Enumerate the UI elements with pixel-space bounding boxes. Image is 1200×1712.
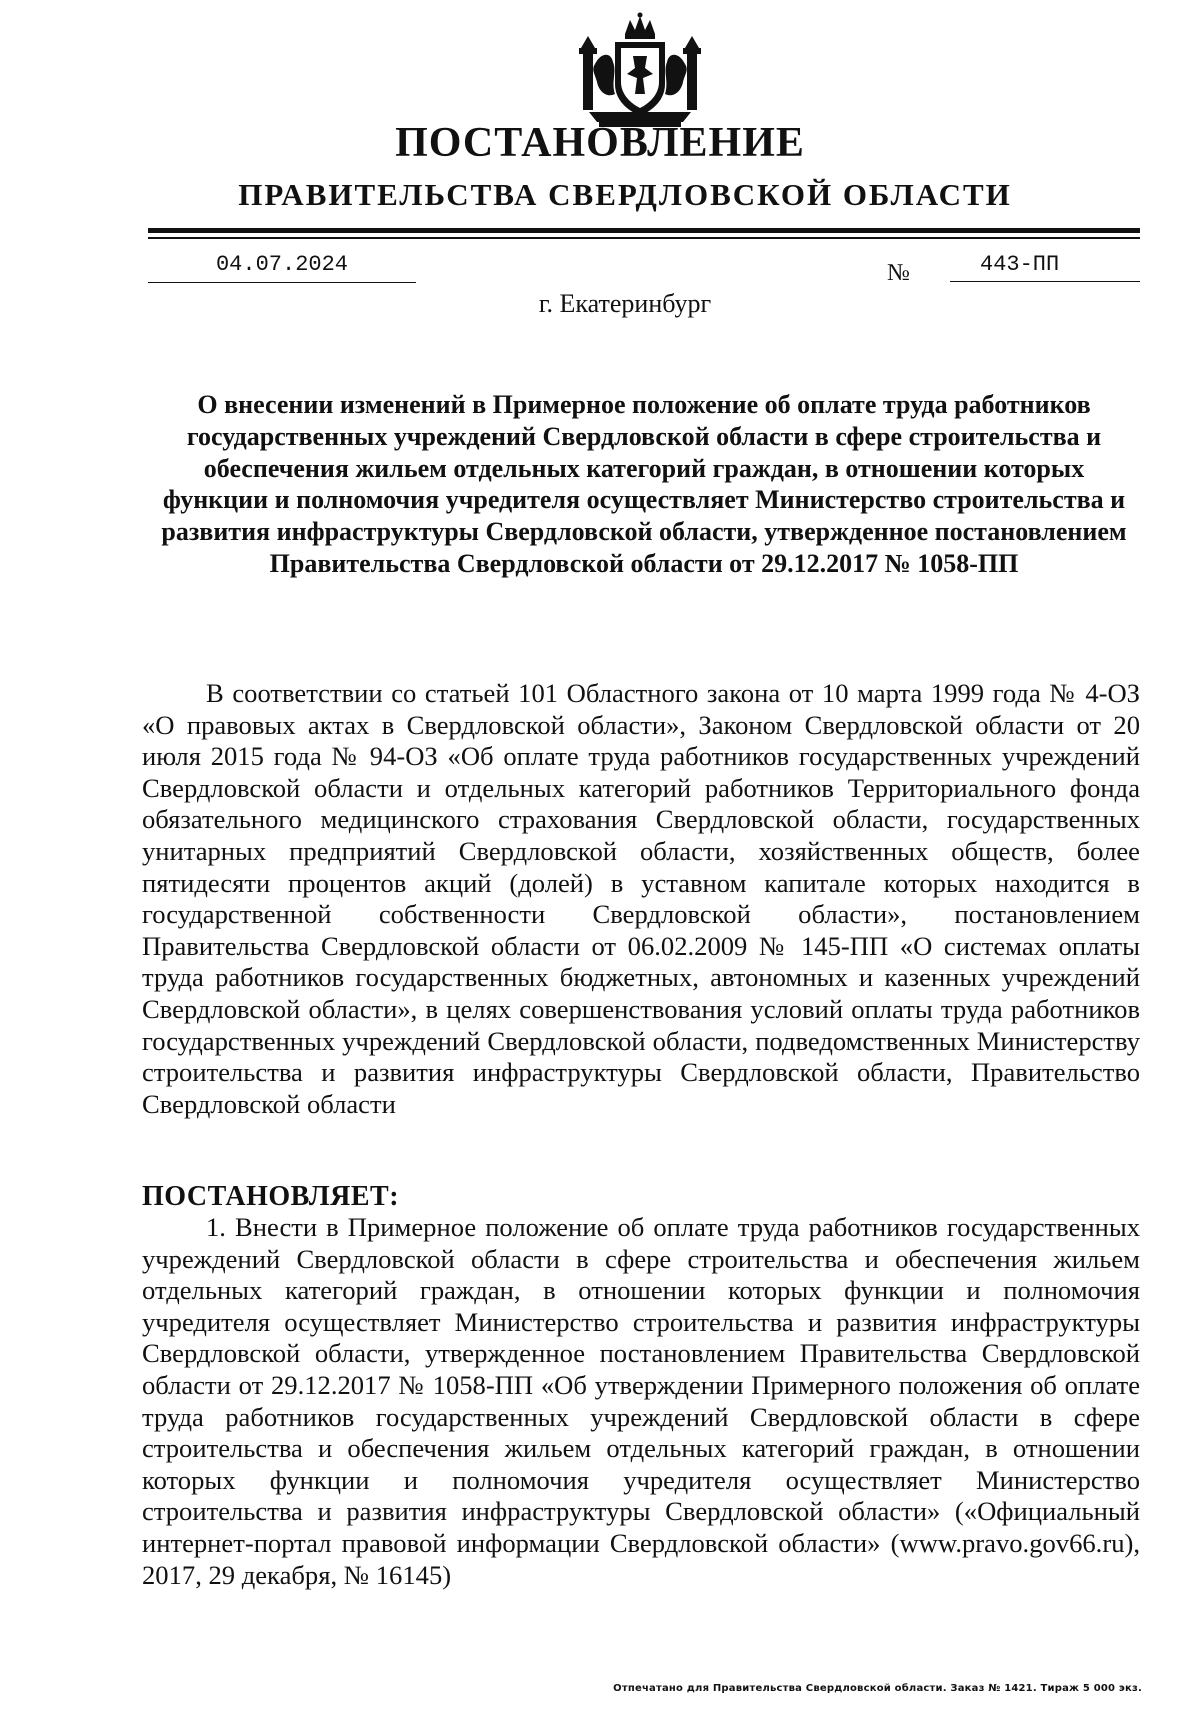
document-date: 04.07.2024: [148, 250, 416, 283]
print-footer: Отпечатано для Правительства Свердловской области. Заказ № 1421. Тираж 5 000 экз.: [613, 1683, 1142, 1694]
header-divider-thin: [148, 237, 1140, 239]
clause-1: 1. Внести в Примерное положение об оплате труда работников государственных учреждений Свердловской области в сфере строительства и обеспечения жильем отдельных категорий граждан, в отношении которых функции и полномочия учредителя осуществляет Министерство строительства и развития инфраструктуры Свердловской области, утвержденное постановлением Правительства Свердловской области от 29.12.2017 № 1058-ПП «Об утверждении Примерного положения об оплате труда работников государственных учреждений Свердловской области в сфере строительства и обеспечения жильем отдельных категорий граждан, в отношении которых функции и полномочия учредителя осуществляет Министерство строительства и развития инфраструктуры Свердловской области» («Официальный интернет-портал правовой информации Свердловской области» (www.pravo.gov66.ru), 2017, 29 декабря, № 16145): [142, 1212, 1140, 1590]
decree-word: ПОСТАНОВЛЯЕТ:: [142, 1181, 400, 1212]
number-sign: №: [887, 260, 910, 286]
clauses-section: [142, 1212, 1140, 1591]
document-type: ПОСТАНОВЛЕНИЕ: [395, 120, 805, 166]
document-city: г. Екатеринбург: [538, 289, 712, 318]
preamble-section: [142, 678, 1140, 1120]
coat-of-arms-icon: [575, 12, 705, 130]
preamble-paragraph: В соответствии со статьей 101 Областного закона от 10 марта 1999 года № 4-ОЗ «О правовых актах в Свердловской области», Законом Свердловской области от 20 июля 2015 года № 94-ОЗ «Об оплате труда работников государственных учреждений Свердловской области и отдельных категорий работников Территориального фонда обязательного медицинского страхования Свердловской области, государственных унитарных предприятий Свердловской области, хозяйственных обществ, более пятидесяти процентов акций (долей) в уставном капитале которых находится в государственной собственности Свердловской области», постановлением Правительства Свердловской области от 06.02.2009 № 145-ПП «О системах оплаты труда работников государственных бюджетных, автономных и казенных учреждений Свердловской области», в целях совершенствования условий оплаты труда работников государственных учреждений Свердловской области, подведомственных Министерству строительства и развития инфраструктуры Свердловской области, Правительство Свердловской области: [142, 678, 1140, 1119]
issuing-organization: ПРАВИТЕЛЬСТВА СВЕРДЛОВСКОЙ ОБЛАСТИ: [238, 177, 1012, 212]
document-title: О внесении изменений в Примерное положение об оплате труда работников государственных учреждений Свердловской области в сфере строительства и обеспечения жильем отдельных категорий граждан, в отношении которых функции и полномочия учредителя осуществляет Министерство строительства и развития инфраструктуры Свердловской области, утвержденное постановлением Правительства Свердловской области от 29.12.2017 № 1058-ПП: [161, 390, 1127, 578]
header-divider-thick: [148, 228, 1140, 233]
document-number: 443-ПП: [950, 250, 1140, 282]
